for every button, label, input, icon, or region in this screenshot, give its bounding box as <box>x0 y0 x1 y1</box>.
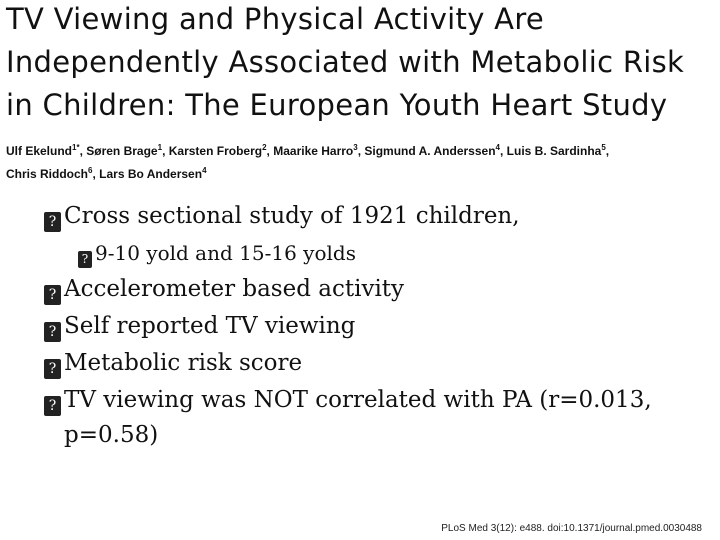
bullet-glyph-icon: ? <box>44 212 61 232</box>
author-list: Ulf Ekelund$^{1*}$, Søren Brage$^1$, Karsten Froberg$^2$, Maarike Harro$^3$, Sigmund A. Anderssen$^4$, Luis B. Sardinha$^5$, Chris Riddoch$^6$, Lars Bo Andersen$^4$ <box>6 143 610 181</box>
sub-bullet-age-groups <box>78 241 356 268</box>
affiliation-mark: 1* <box>72 143 80 152</box>
article-header-image <box>0 0 720 188</box>
bullet-glyph-icon: ? <box>44 322 61 342</box>
affiliation-mark: 6 <box>88 166 93 175</box>
bullet-text: Metabolic risk score <box>64 350 303 376</box>
bullet-text: TV viewing was NOT correlated with PA (r=0.013, <box>64 387 652 413</box>
affiliation-mark: 5 <box>601 143 606 152</box>
affiliation-mark: 4 <box>495 143 500 152</box>
author-name: Sigmund A. Anderssen <box>364 144 496 158</box>
author-name: Ulf Ekelund <box>6 144 73 158</box>
citation: PLoS Med 3(12): e488. doi:10.1371/journal.pmed.0030488 <box>441 523 702 534</box>
article-title-line-2: Independently Associated with Metabolic Risk <box>6 45 685 79</box>
bullet-glyph-icon: ? <box>44 396 61 416</box>
bullet-glyph-icon: ? <box>78 251 92 268</box>
author-name: Chris Riddoch <box>6 167 89 181</box>
author-name: Lars Bo Andersen <box>99 167 203 181</box>
bullet-metabolic-risk <box>44 350 302 379</box>
author-name: Søren Brage <box>86 144 158 158</box>
author-name: Luis B. Sardinha <box>506 144 602 158</box>
bullet-text: Cross sectional study of 1921 children, <box>64 203 520 229</box>
bullet-accelerometer <box>44 276 404 305</box>
article-title-line-1: TV Viewing and Physical Activity Are <box>6 2 545 36</box>
affiliation-mark: 4 <box>202 166 207 175</box>
affiliation-mark: 1 <box>157 143 163 152</box>
bullet-correlation <box>44 387 652 416</box>
author-name: Maarike Harro <box>273 144 354 158</box>
bullet-tv-viewing <box>44 313 355 342</box>
affiliation-mark: 3 <box>353 143 358 152</box>
bullet-text: Self reported TV viewing <box>64 313 356 339</box>
article-title-line-3: in Children: The European Youth Heart Study <box>6 88 668 122</box>
bullet-glyph-icon: ? <box>44 285 61 305</box>
author-name: Karsten Froberg <box>168 144 263 158</box>
bullet-study-design <box>44 203 520 232</box>
affiliation-mark: 2 <box>262 143 267 152</box>
bullet-correlation-continuation: p=0.58) <box>64 422 159 448</box>
bullet-text: Accelerometer based activity <box>64 276 405 302</box>
bullet-glyph-icon: ? <box>44 359 61 379</box>
bullet-text: 9-10 yold and 15-16 yolds <box>95 241 356 265</box>
